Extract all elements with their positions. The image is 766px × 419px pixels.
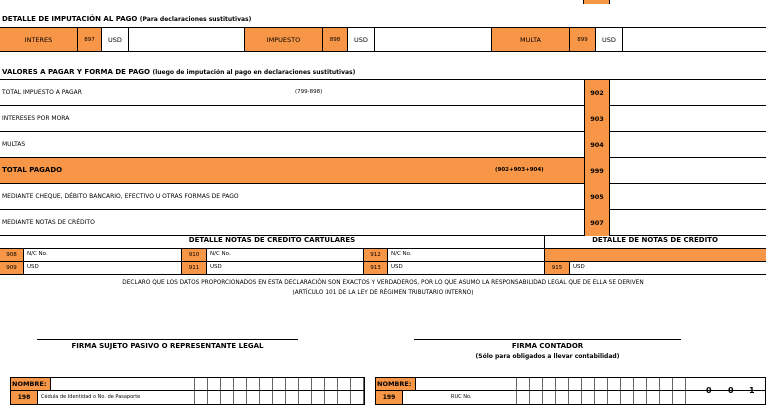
firma-contador-sub: (Sólo para obligados a llevar contabilidad): [475, 353, 620, 360]
valores-row-value-field[interactable]: [610, 80, 766, 105]
firma-sujeto-label: FIRMA SUJETO PASIVO O REPRESENTANTE LEGAL: [71, 342, 264, 350]
valores-title: VALORES A PAGAR Y FORMA DE PAGO (luego de imputación al pago en declaraciones sustitutivas): [2, 68, 356, 76]
valores-row-label: TOTAL PAGADO: [2, 166, 63, 174]
valores-row-code: 905: [584, 184, 610, 210]
nombre-left-code: 198: [11, 391, 38, 404]
nombre-left-desc: Cédula de Identidad o No. de Pasaporte: [41, 394, 141, 400]
interes-label: INTERES: [0, 28, 78, 51]
nombre-right-box: [375, 377, 766, 405]
declaracion-line2: (ARTÍCULO 101 DE LA LEY DE RÉGIMEN TRIBUTARIO INTERNO): [292, 290, 474, 296]
ruc-digit-field[interactable]: [516, 378, 698, 404]
top-stub: [583, 0, 610, 4]
multa-currency: USD: [596, 28, 623, 51]
valores-row: [0, 210, 766, 236]
multa-value-field[interactable]: [623, 28, 766, 51]
valores-row-value-field[interactable]: [610, 210, 766, 235]
firma-contador-label: FIRMA CONTADOR: [511, 342, 584, 350]
declaracion-line1: DECLARO QUE LOS DATOS PROPORCIONADOS EN ESTA DECLARACIÓN SON EXACTOS Y VERDADEROS, POR LO QUE ASUMO LA RESPONSABILIDAD LEGAL QUE DE ELLA SE DERIVEN: [122, 280, 644, 286]
nc-code-910: 910: [181, 249, 207, 261]
notas-line-bottom: [0, 274, 766, 275]
valores-row-code: 902: [584, 80, 610, 106]
impuesto-label: IMPUESTO: [245, 28, 323, 51]
nc-code-912: 912: [363, 249, 388, 261]
nc-usd-label: USD: [27, 264, 39, 270]
imputacion-title: DETALLE DE IMPUTACIÓN AL PAGO (Para declaraciones sustitutivas): [2, 15, 252, 23]
firma-sujeto-line: [37, 339, 298, 340]
nc-usd-label: USD: [573, 264, 585, 270]
impuesto-code: 898: [323, 28, 348, 51]
valores-row: [0, 132, 766, 158]
impuesto-value-field[interactable]: [375, 28, 492, 51]
notas-credito-title: DETALLE DE NOTAS DE CRÉDITO: [592, 236, 718, 244]
nc-code-909: 909: [0, 262, 24, 274]
interes-value-field[interactable]: [129, 28, 245, 51]
firma-contador-line: [414, 339, 681, 340]
nc-code-915: 915: [545, 262, 570, 274]
valores-row-value-field[interactable]: [610, 106, 766, 131]
valores-row-label: MEDIANTE NOTAS DE CRÉDITO: [2, 219, 95, 226]
interes-currency: USD: [102, 28, 129, 51]
valores-table: [0, 79, 766, 235]
valores-row-code: 907: [584, 210, 610, 236]
valores-row-code: 903: [584, 106, 610, 132]
imputacion-row: [0, 27, 766, 52]
valores-row-code: 999: [584, 158, 610, 184]
valores-row-label: MEDIANTE CHEQUE, DÉBITO BANCARIO, EFECTIVO U OTRAS FORMAS DE PAGO: [2, 193, 239, 200]
nc-code-908: 908: [0, 249, 24, 261]
nombre-left-label: NOMBRE:: [11, 378, 51, 391]
nombre-right-label: NOMBRE:: [376, 378, 416, 391]
nombre-left-box: [10, 377, 365, 405]
nc-usd-label: USD: [210, 264, 222, 270]
valores-row-formula: (799-898): [295, 89, 323, 95]
nc-code-911: 911: [181, 262, 207, 274]
multa-code: 899: [570, 28, 596, 51]
ruc-suffix-1: 0: [728, 386, 734, 395]
notas-cartulares-title: DETALLE NOTAS DE CRÉDITO CARTULARES: [188, 236, 356, 244]
valores-row: [0, 184, 766, 210]
declaracion-text: [0, 278, 766, 298]
nc-code-913: 913: [363, 262, 388, 274]
nc-label: N/C No.: [27, 251, 48, 257]
ruc-suffix-0: 0: [706, 386, 712, 395]
multa-label: MULTA: [492, 28, 570, 51]
impuesto-currency: USD: [348, 28, 375, 51]
valores-row: [0, 80, 766, 106]
cedula-digit-field[interactable]: [194, 378, 364, 404]
valores-row: [0, 106, 766, 132]
valores-row-value-field[interactable]: [610, 158, 766, 183]
valores-row-value-field[interactable]: [610, 132, 766, 157]
valores-row-value-field[interactable]: [610, 184, 766, 209]
valores-row-label: MULTAS: [2, 141, 26, 148]
valores-row-label: INTERESES POR MORA: [2, 115, 70, 122]
nombre-right-desc: RUC No.: [451, 394, 472, 400]
interes-code: 897: [78, 28, 102, 51]
valores-row-total: [0, 158, 766, 184]
valores-row-label: TOTAL IMPUESTO A PAGAR: [2, 89, 82, 96]
nc-credito-band: [545, 249, 766, 261]
nc-label: N/C No.: [210, 251, 231, 257]
nombre-right-code: 199: [376, 391, 403, 404]
valores-row-formula: (902+903+904): [495, 167, 544, 173]
valores-row-code: 904: [584, 132, 610, 158]
nc-label: N/C No.: [391, 251, 412, 257]
nc-usd-label: USD: [391, 264, 403, 270]
ruc-suffix-2: 1: [749, 386, 755, 395]
